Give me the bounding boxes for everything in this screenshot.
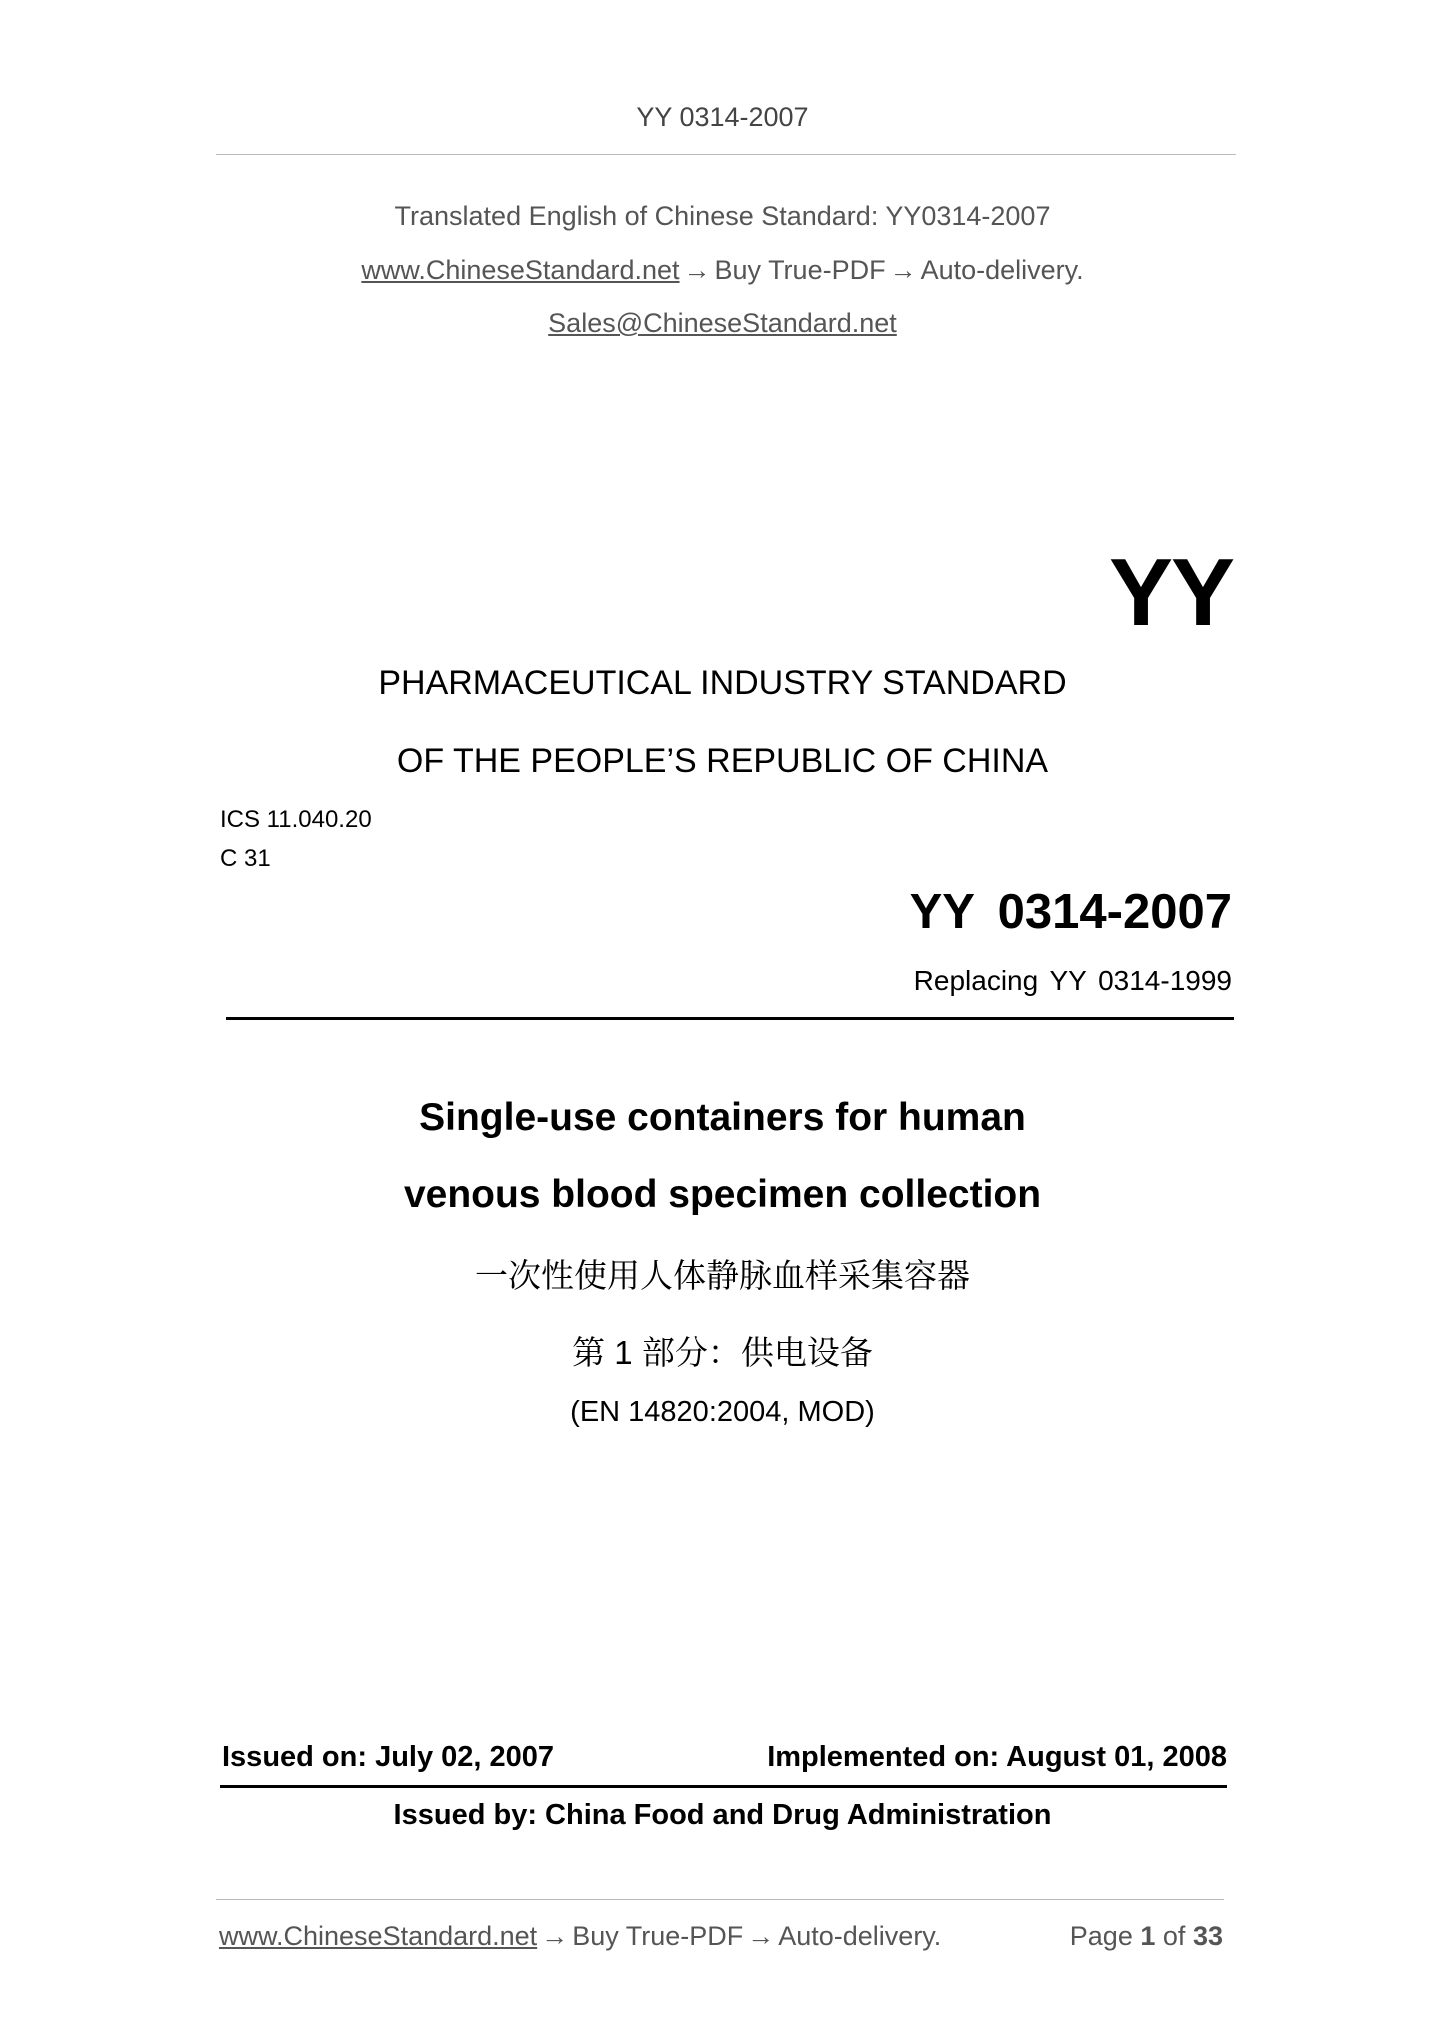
page-of-label: of — [1162, 1921, 1186, 1951]
running-header: YY 0314-2007 — [636, 102, 809, 132]
footer-buy-text: Buy True-PDF — [572, 1921, 744, 1951]
translated-label: Translated English of Chinese Standard: YY0314-2007 — [394, 201, 1051, 231]
footer-site-link[interactable]: www.ChineseStandard.net — [219, 1921, 538, 1951]
footer-delivery-text: Auto-delivery. — [778, 1921, 942, 1951]
replacing-standard: Replacing YY 0314-1999 — [913, 965, 1232, 996]
page-current: 1 — [1140, 1921, 1156, 1951]
standard-number: YY 0314-2007 — [909, 885, 1232, 939]
arrow-icon: → — [747, 1921, 775, 1951]
page-label: Page — [1069, 1921, 1133, 1951]
footer-rule — [216, 1899, 1224, 1900]
issued-on: Issued on: July 02, 2007 — [222, 1741, 555, 1773]
page-total: 33 — [1192, 1921, 1223, 1951]
sales-line — [0, 308, 1445, 339]
title-rule — [226, 1017, 1234, 1020]
site-link[interactable]: www.ChineseStandard.net — [361, 255, 680, 285]
arrow-icon: → — [683, 255, 711, 285]
arrow-icon: → — [541, 1921, 569, 1951]
adoption-note: (EN 14820:2004, MOD) — [570, 1396, 875, 1428]
ccs-code: C 31 — [220, 845, 271, 872]
issue-rule — [220, 1785, 1227, 1788]
title-en-line-2: venous blood specimen collection — [403, 1173, 1042, 1216]
header-rule — [216, 154, 1236, 155]
title-zh-line-1: 一次性使用人体静脉血样采集容器 — [475, 1257, 970, 1294]
standard-logo: YY — [1108, 539, 1233, 646]
title-en-line-1: Single-use containers for human — [419, 1096, 1026, 1139]
implemented-on: Implemented on: August 01, 2008 — [767, 1741, 1227, 1773]
org-line-1: PHARMACEUTICAL INDUSTRY STANDARD — [378, 664, 1067, 702]
ics-code: ICS 11.040.20 — [220, 806, 372, 833]
issued-by: Issued by: China Food and Drug Administration — [393, 1799, 1052, 1831]
title-zh-line-2: 第 1 部分：供电设备 — [572, 1334, 873, 1371]
buy-text: Buy True-PDF — [714, 255, 886, 285]
arrow-icon: → — [889, 255, 917, 285]
footer-buy-line — [219, 1921, 941, 1952]
delivery-text: Auto-delivery. — [920, 255, 1084, 285]
org-line-2: OF THE PEOPLE’S REPUBLIC OF CHINA — [396, 742, 1049, 780]
buy-line — [0, 255, 1445, 286]
page-indicator — [1070, 1921, 1223, 1952]
sales-email-link[interactable]: Sales@ChineseStandard.net — [548, 308, 897, 338]
